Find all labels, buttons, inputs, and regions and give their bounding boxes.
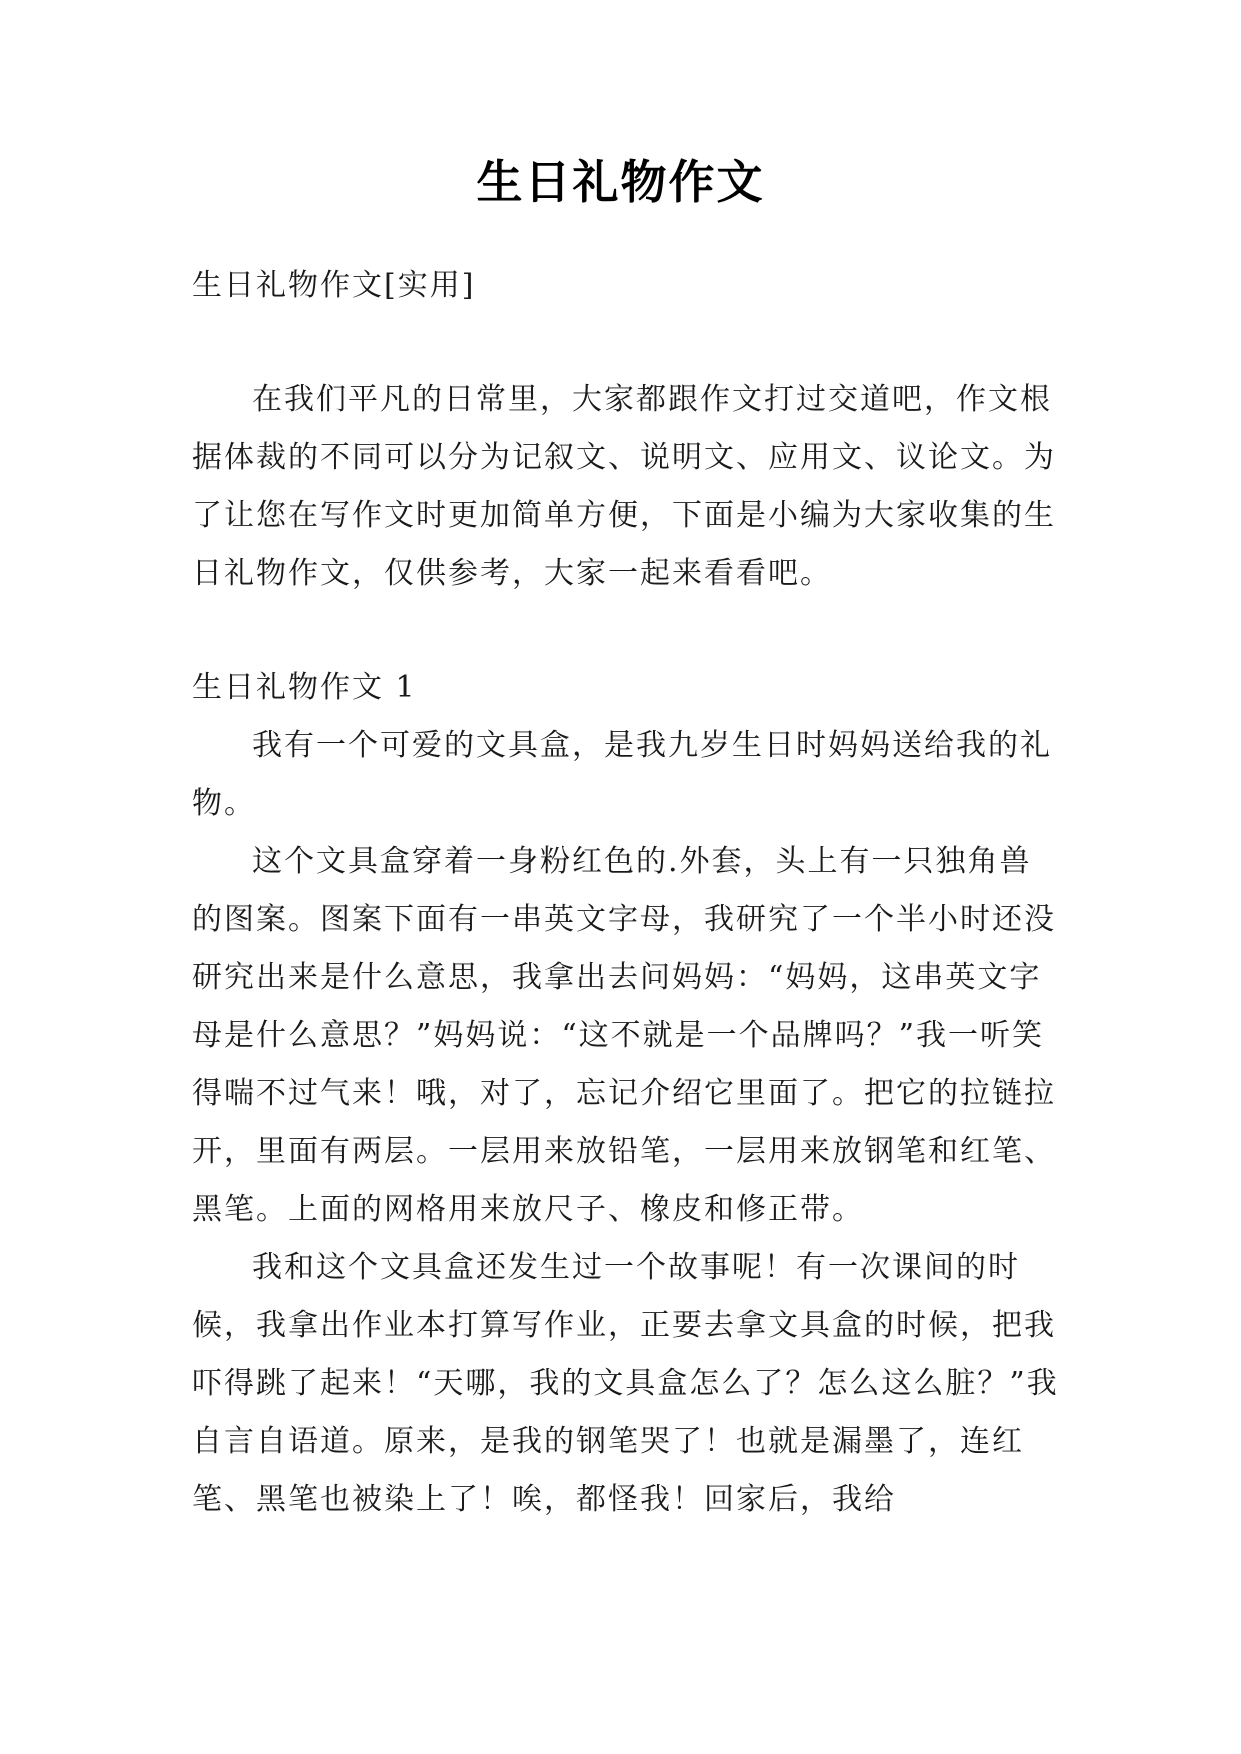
spacer [192,603,1062,659]
intro-paragraph: 在我们平凡的日常里，大家都跟作文打过交道吧，作文根据体裁的不同可以分为记叙文、说明文、应用文、议论文。为了让您在写作文时更加简单方便，下面是小编为大家收集的生日礼物作文，仅供参考，大家一起来看看吧。 [192,382,1056,591]
body-paragraph: 这个文具盒穿着一身粉红色的.外套，头上有一只独角兽的图案。图案下面有一串英文字母，我研究了一个半小时还没研究出来是什么意思，我拿出去问妈妈：“妈妈，这串英文字母是什么意思？”妈妈说：“这不就是一个品牌吗？”我一听笑得喘不过气来！哦，对了，忘记介绍它里面了。把它的拉链拉开，里面有两层。一层用来放铅笔，一层用来放钢笔和红笔、黑笔。上面的网格用来放尺子、橡皮和修正带。 [192,844,1056,1227]
body-paragraph: 我有一个可爱的文具盒，是我九岁生日时妈妈送给我的礼物。 [192,728,1052,821]
document-title: 生日礼物作文 [476,155,765,209]
document-body [192,257,1062,1529]
spacer [192,315,1062,371]
body-paragraph: 我和这个文具盒还发生过一个故事呢！有一次课间的时候，我拿出作业本打算写作业，正要去拿文具盒的时候，把我吓得跳了起来！“天哪，我的文具盒怎么了？怎么这么脏？”我自言自语道。原来，是我的钢笔哭了！也就是漏墨了，连红笔、黑笔也被染上了！唉，都怪我！回家后，我给 [192,1250,1059,1517]
document-subtitle: 生日礼物作文[实用] [192,268,476,303]
section-heading: 生日礼物作文 1 [192,670,417,705]
